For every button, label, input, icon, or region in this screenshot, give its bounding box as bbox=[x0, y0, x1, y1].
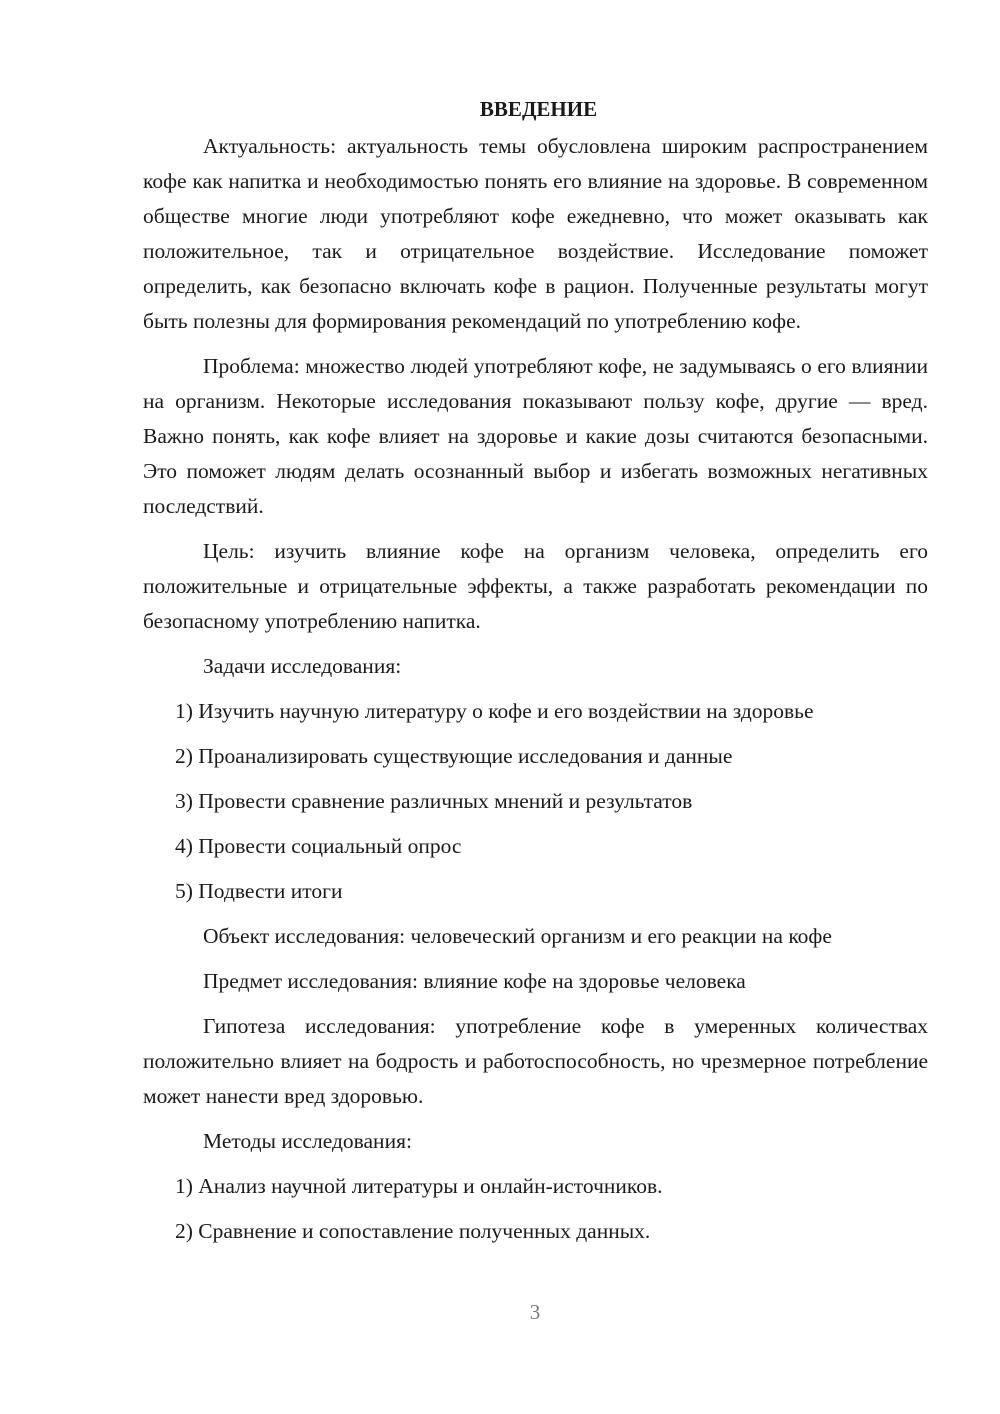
methods-list bbox=[143, 1169, 928, 1249]
page-content bbox=[143, 92, 928, 1259]
task-item: 1) Изучить научную литературу о кофе и его воздействии на здоровье bbox=[175, 699, 814, 723]
method-item: 2) Сравнение и сопоставление полученных данных. bbox=[175, 1219, 651, 1243]
tasks-heading: Задачи исследования: bbox=[203, 654, 402, 678]
methods-heading: Методы исследования: bbox=[203, 1129, 412, 1153]
section-title: ВВЕДЕНИЕ bbox=[479, 97, 598, 121]
paragraph-object: Объект исследования: человеческий организм и его реакции на кофе bbox=[203, 924, 832, 948]
method-item: 1) Анализ научной литературы и онлайн-источников. bbox=[175, 1174, 663, 1198]
paragraph-hypothesis: Гипотеза исследования: употребление кофе в умеренных количествах положительно влияет на бодрость и работоспособность, но чрезмерное потребление может нанести вред здоровью. bbox=[143, 1014, 928, 1108]
paragraph-goal: Цель: изучить влияние кофе на организм человека, определить его положительные и отрицательные эффекты, а также разработать рекомендации по безопасному употреблению напитка. bbox=[143, 539, 928, 633]
paragraph-subject: Предмет исследования: влияние кофе на здоровье человека bbox=[203, 969, 746, 993]
task-item: 5) Подвести итоги bbox=[175, 879, 343, 903]
task-item: 3) Провести сравнение различных мнений и результатов bbox=[175, 789, 693, 813]
paragraph-relevance: Актуальность: актуальность темы обусловлена широким распространением кофе как напитка и необходимостью понять его влияние на здоровье. В современном обществе многие люди употребляют кофе ежедневно, что может оказывать как положительное, так и отрицательное воздействие. Исследование поможет определить, как безопасно включать кофе в рацион. Полученные результаты могут быть полезны для формирования рекомендаций по употреблению кофе. bbox=[143, 134, 928, 333]
task-item: 2) Проанализировать существующие исследования и данные bbox=[175, 744, 733, 768]
task-item: 4) Провести социальный опрос bbox=[175, 834, 462, 858]
page-number: 3 bbox=[529, 1300, 541, 1324]
paragraph-problem: Проблема: множество людей употребляют кофе, не задумываясь о его влиянии на организм. Некоторые исследования показывают пользу кофе, другие — вред. Важно понять, как кофе влияет на здоровье и какие дозы считаются безопасными. Это поможет людям делать осознанный выбор и избегать возможных негативных последствий. bbox=[143, 354, 928, 518]
tasks-list bbox=[143, 694, 928, 909]
